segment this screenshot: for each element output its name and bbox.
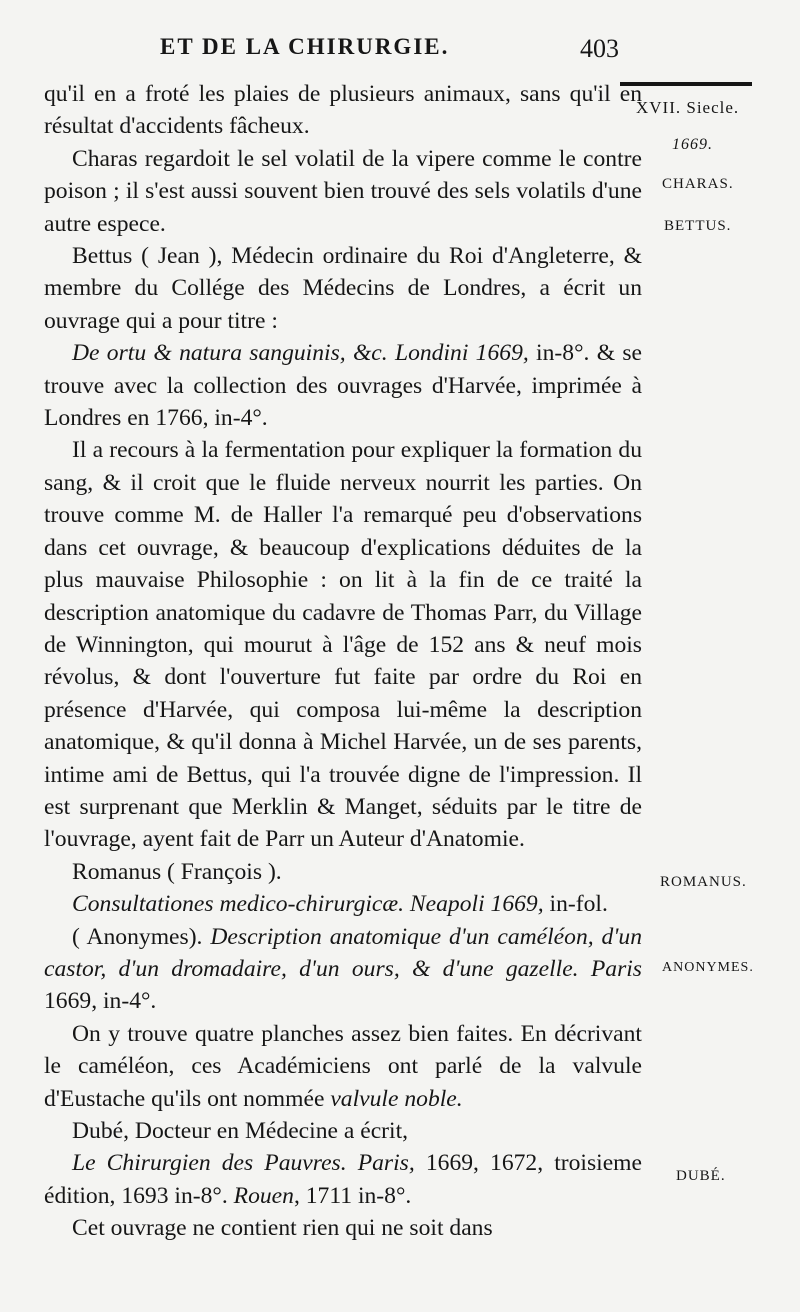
citation-place: Rouen: [233, 1182, 294, 1209]
paragraph-charas: Charas regardoit le sel volatil de la vipere comme le contre poison ; il s'est aussi souvent bien trouvé des sels volatils d'une autre espece.: [44, 145, 642, 237]
citation-details: in-8°. & se trouve avec la collection des ouvrages d'Harvée, imprimée à Londres en 1766, in-4°.: [44, 340, 642, 432]
margin-note-anonymes: ANONYMES.: [662, 960, 754, 975]
citation-dube: [44, 1147, 642, 1212]
citation-title: Consultationes medico-chirurgicæ. Neapoli 1669,: [72, 891, 544, 918]
review-italic: valvule noble.: [330, 1085, 463, 1112]
paragraph-romanus: Romanus ( François ).: [72, 858, 282, 885]
citation-anonymes: [44, 921, 642, 1018]
review-text: On y trouve quatre planches assez bien faites. En décrivant le caméléon, ces Académiciens ont parlé de la valvule d'Eustache qu'ils ont nommée: [44, 1020, 642, 1112]
paragraph-bettus: Bettus ( Jean ), Médecin ordinaire du Roi d'Angleterre, & membre du Collége des Médecins de Londres, a écrit un ouvrage qui a pour titre :: [44, 243, 642, 334]
paragraph-final: Cet ouvrage ne contient rien qui ne soit dans: [72, 1215, 493, 1242]
paragraph-1: qu'il en a froté les plaies de plusieurs animaux, sans qu'il en résultat d'accidents fâcheux.: [44, 81, 642, 140]
page-number: 403: [580, 34, 619, 63]
citation-details: in-fol.: [543, 891, 608, 918]
citation-details-end: , 1711 in-8°.: [293, 1182, 412, 1209]
margin-note-romanus: ROMANUS.: [660, 874, 747, 890]
margin-note-dube: DUBÉ.: [676, 1168, 726, 1184]
citation-bettus: [44, 337, 642, 434]
body-text: [44, 78, 642, 1245]
margin-note-charas: CHARAS.: [662, 176, 734, 192]
citation-author: ( Anonymes).: [72, 923, 211, 950]
citation-details: 1669, in-4°.: [44, 988, 157, 1015]
paragraph-bettus-review: Il a recours à la fermentation pour expliquer la formation du sang, & il croit que le fluide nerveux nourrit les parties. On trouve comme M. de Haller l'a remarqué peu d'observations dans cet ouvrage, & beaucoup d'explications déduites de la plus mauvaise Philosophie : on lit à la fin de ce traité la description anatomique du cadavre de Thomas Parr, du Village de Winnington, qui mourut à l'âge de 152 ans & neuf mois révolus, & dont l'ouverture fut faite par ordre du Roi en présence d'Harvée, qui composa lui-même la description anatomique, & qu'il donna à Michel Harvée, un de ses parents, intime ami de Bettus, qui l'a trouvée digne de l'impression. Il est surprenant que Merklin & Manget, séduits par le titre de l'ouvrage, ayent fait de Parr un Auteur d'Anatomie.: [44, 437, 642, 853]
citation-title: Description anatomique d'un caméléon, d'un castor, d'un dromadaire, d'un ours, & d'une gazelle. Paris: [44, 923, 642, 982]
margin-note-year: 1669.: [672, 136, 713, 153]
margin-note-century: XVII. Siecle.: [636, 98, 740, 117]
margin-note-bettus: BETTUS.: [664, 218, 732, 234]
citation-details: 1669, 1672, troisieme édition, 1693 in-8°.: [44, 1150, 642, 1209]
running-title: ET DE LA CHIRURGIE.: [160, 34, 450, 59]
paragraph-anonymes-review: [44, 1018, 642, 1115]
citation-title: De ortu & natura sanguinis, &c. Londini 1669,: [72, 340, 529, 367]
citation-romanus: [44, 888, 642, 920]
paragraph-dube: Dubé, Docteur en Médecine a écrit,: [72, 1118, 409, 1144]
citation-title: Le Chirurgien des Pauvres. Paris,: [72, 1150, 415, 1177]
